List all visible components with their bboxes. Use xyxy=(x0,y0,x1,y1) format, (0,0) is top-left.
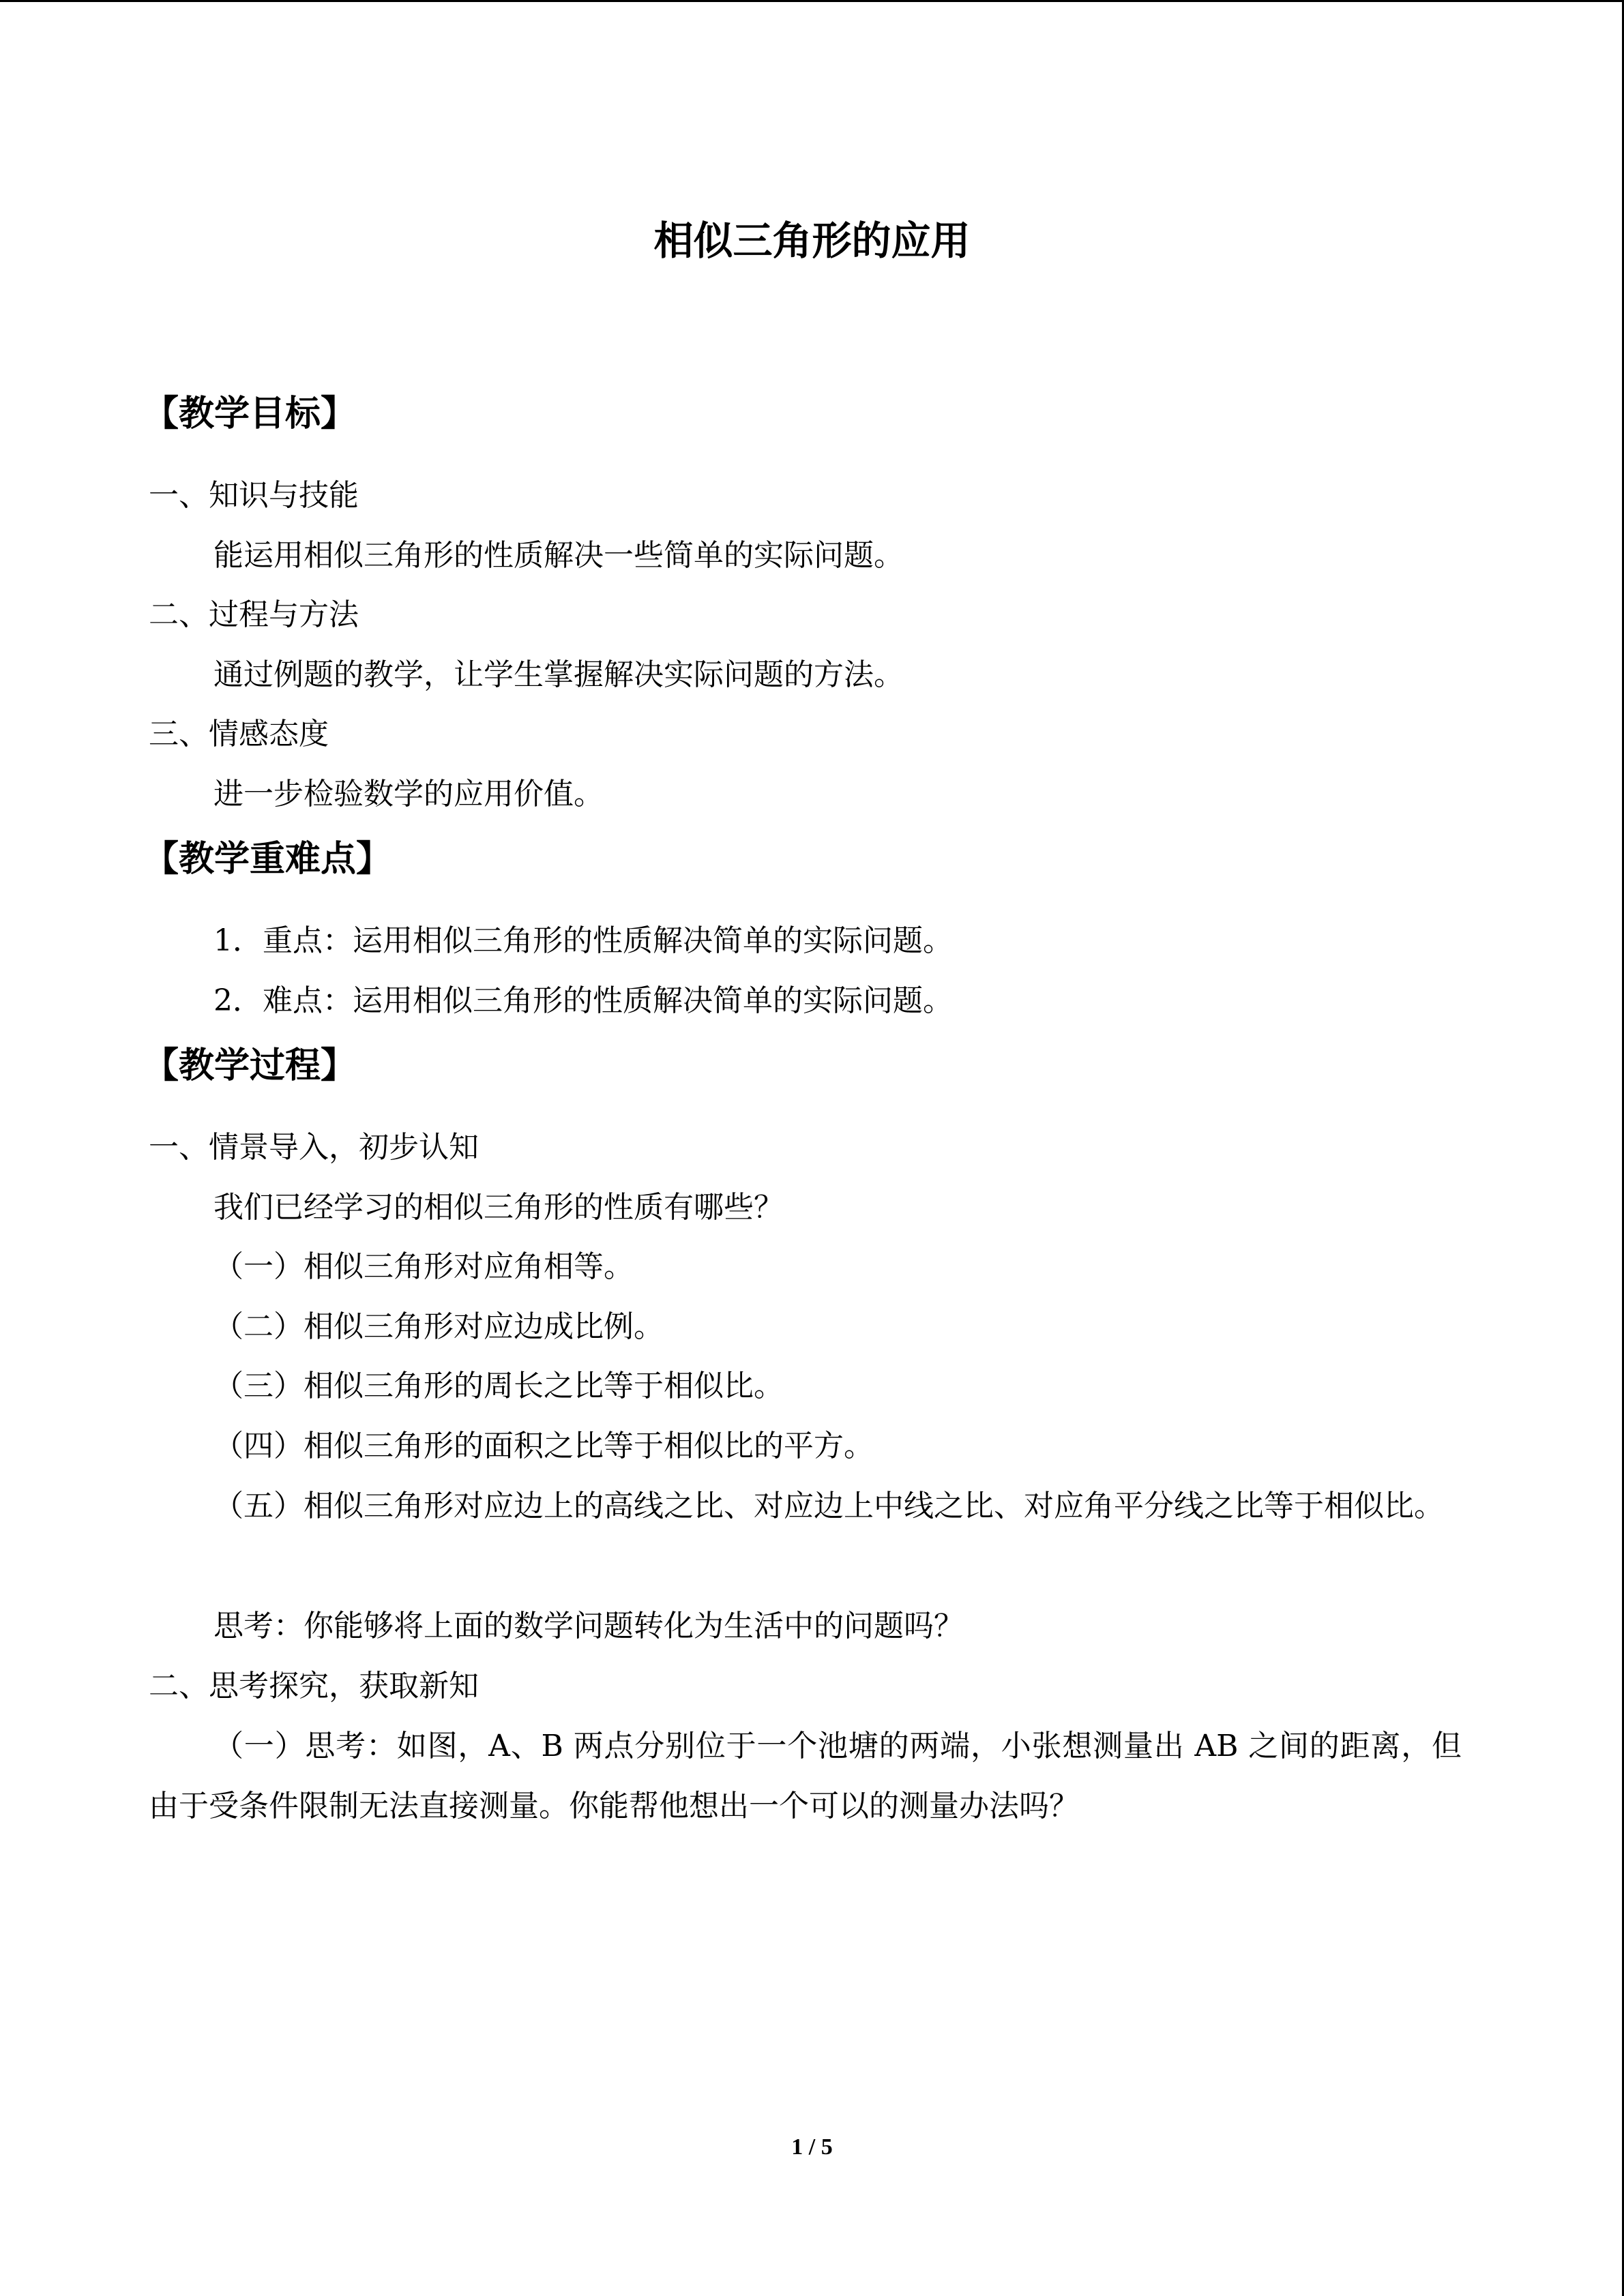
key-point-difficulty: 2．难点：运用相似三角形的性质解决简单的实际问题。 xyxy=(213,983,953,1018)
section-heading-process: 【教学过程】 xyxy=(143,1045,357,1086)
property-item: （三）相似三角形的周长之比等于相似比。 xyxy=(213,1369,784,1403)
page-number: 1 / 5 xyxy=(791,2134,833,2160)
property-item: （一）相似三角形对应角相等。 xyxy=(213,1249,634,1284)
section-heading-objectives: 【教学目标】 xyxy=(143,393,357,434)
process-part1-think: 思考：你能够将上面的数学问题转化为生活中的问题吗？ xyxy=(213,1609,964,1643)
objective-label-knowledge: 一、知识与技能 xyxy=(149,478,359,513)
key-point-focus: 1．重点：运用相似三角形的性质解决简单的实际问题。 xyxy=(213,923,953,958)
process-part2-problem: （一）思考：如图，A、B 两点分别位于一个池塘的两端，小张想测量出 AB 之间的距离，但由于受条件限制无法直接测量。你能帮他想出一个可以的测量办法吗？ xyxy=(149,1729,1462,1823)
objective-label-method: 二、过程与方法 xyxy=(149,597,359,632)
document-title: 相似三角形的应用 xyxy=(653,218,971,264)
process-part1-question: 我们已经学习的相似三角形的性质有哪些？ xyxy=(213,1190,784,1225)
process-part1-label: 一、情景导入，初步认知 xyxy=(149,1130,479,1165)
property-item-5: （五）相似三角形对应边上的高线之比、对应边上中线之比、对应角平分线之比等于相似比。 xyxy=(213,1489,1444,1523)
objective-content-method: 通过例题的教学，让学生掌握解决实际问题的方法。 xyxy=(213,657,904,692)
property-item: （二）相似三角形对应边成比例。 xyxy=(213,1309,664,1344)
objective-label-attitude: 三、情感态度 xyxy=(149,717,329,751)
objective-content-attitude: 进一步检验数学的应用价值。 xyxy=(213,777,604,811)
page-border-top xyxy=(0,0,1624,2)
process-part2-label: 二、思考探究，获取新知 xyxy=(149,1669,479,1703)
section-heading-key-points: 【教学重难点】 xyxy=(143,838,392,880)
property-item: （四）相似三角形的面积之比等于相似比的平方。 xyxy=(213,1429,874,1463)
objective-content-knowledge: 能运用相似三角形的性质解决一些简单的实际问题。 xyxy=(213,538,904,573)
